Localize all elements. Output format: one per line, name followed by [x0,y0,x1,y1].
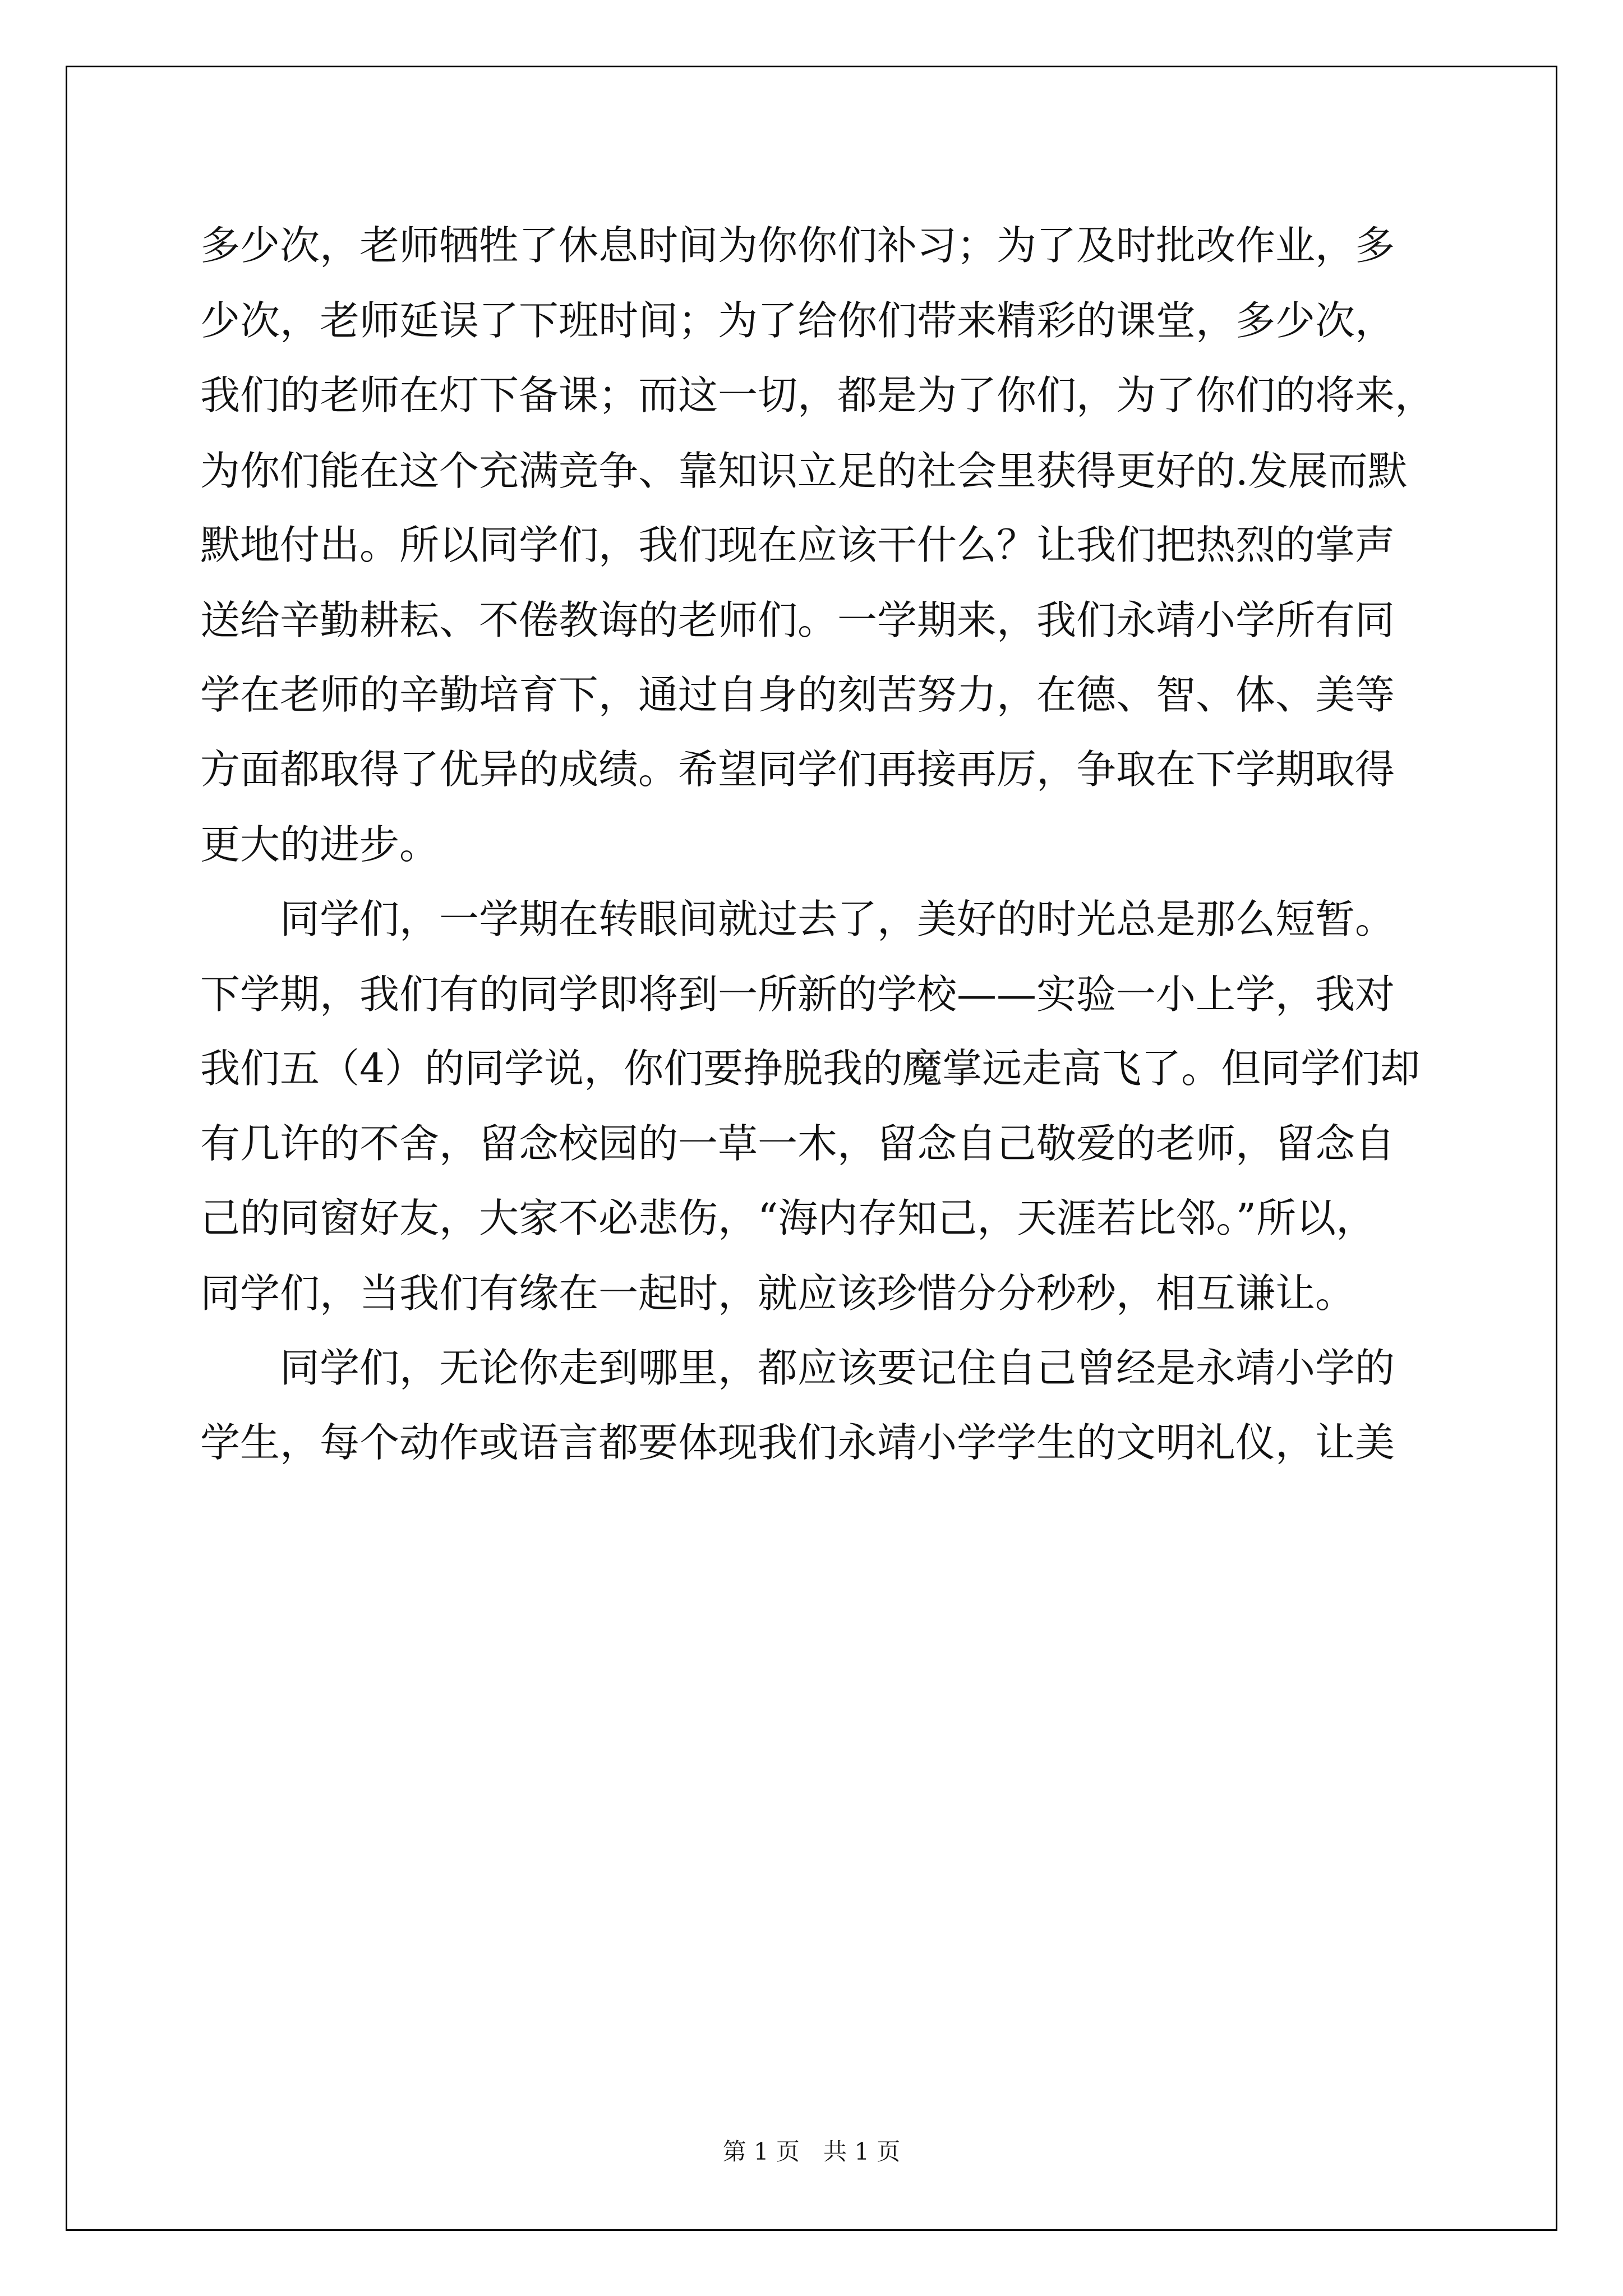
text-line: 学生，每个动作或语言都要体现我们永靖小学学生的文明礼仪，让美 [200,1419,1395,1466]
text-line: 为你们能在这个充满竞争、靠知识立足的社会里获得更好的.发展而默 [200,448,1408,494]
text-line: 我们五（4）的同学说，你们要挣脱我的魔掌远走高飞了。但同学们却 [200,1045,1421,1092]
text-line: 己的同窗好友，大家不必悲伤，“海内存知己，天涯若比邻。”所以， [200,1195,1376,1241]
text-line: 有几许的不舍，留念校园的一草一木，留念自己敬爱的老师，留念自 [200,1120,1395,1167]
text-line: 多少次，老师牺牲了休息时间为你你们补习；为了及时批改作业，多 [200,222,1395,269]
text-line: 同学们，当我们有缘在一起时，就应该珍惜分分秒秒，相互谦让。 [200,1270,1355,1317]
text-line: 我们的老师在灯下备课；而这一切，都是为了你们，为了你们的将来， [200,372,1435,418]
text-line: 更大的进步。 [200,821,440,868]
text-line: 少次，老师延误了下班时间；为了给你们带来精彩的课堂，多少次， [200,297,1395,344]
text-line: 下学期，我们有的同学即将到一所新的学校——实验一小上学，我对 [200,971,1395,1018]
text-line: 同学们，无论你走到哪里，都应该要记住自己曾经是永靖小学的 [200,1345,1395,1391]
page-footer: 第 1 页 共 1 页 [722,2138,901,2165]
text-line: 同学们，一学期在转眼间就过去了，美好的时光总是那么短暂。 [200,896,1395,942]
text-line: 默地付出。所以同学们，我们现在应该干什么？让我们把热烈的掌声 [200,522,1395,568]
text-line: 送给辛勤耕耘、不倦教诲的老师们。一学期来，我们永靖小学所有同 [200,597,1395,643]
text-line: 方面都取得了优异的成绩。希望同学们再接再厉，争取在下学期取得 [200,746,1395,793]
text-line: 学在老师的辛勤培育下，通过自身的刻苦努力，在德、智、体、美等 [200,671,1395,718]
